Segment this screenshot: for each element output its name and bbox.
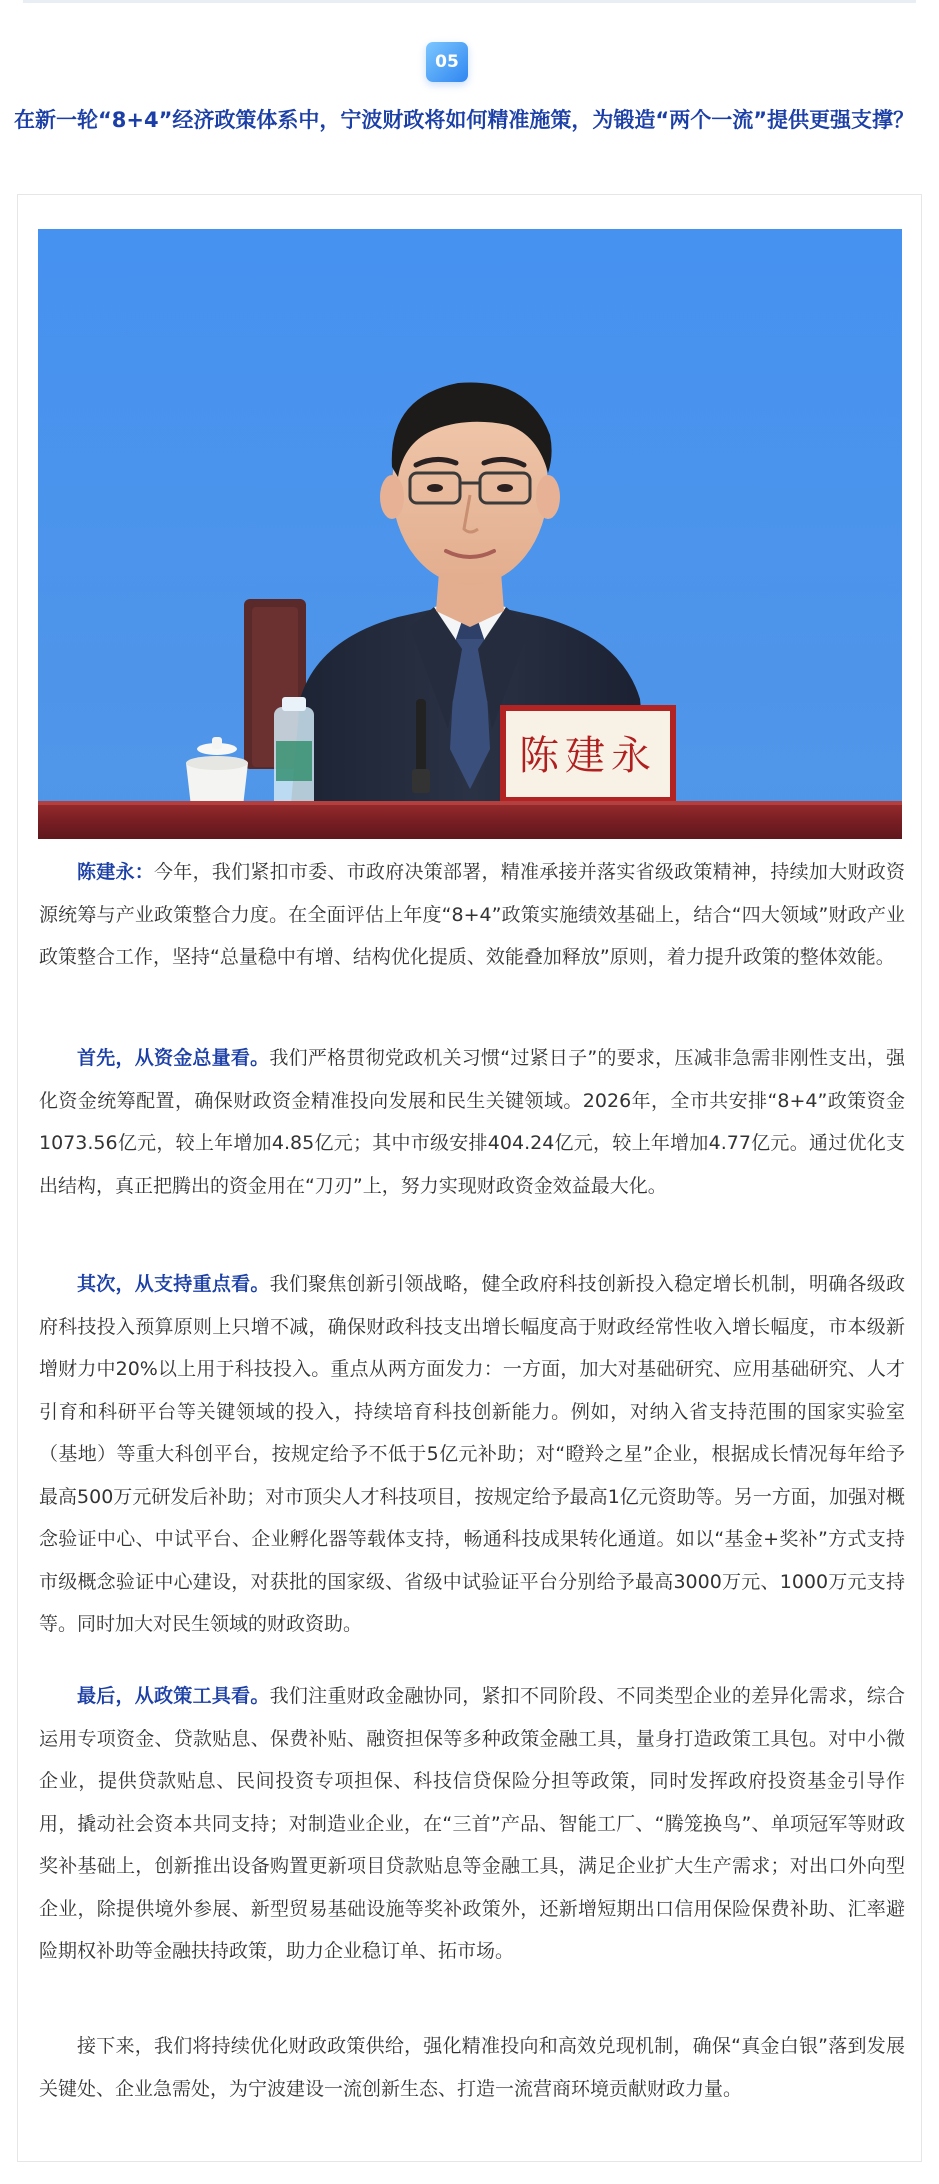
speaker-name: 陈建永：: [77, 861, 155, 883]
paragraph-conclusion: [39, 2025, 905, 2110]
portrait-photo: [38, 229, 902, 839]
paragraph-lead: 其次，从支持重点看。: [77, 1273, 270, 1295]
paragraph-text: 接下来，我们将持续优化财政政策供给，强化精准投向和高效兑现机制，确保“真金白银”落到发展关键处、企业急需处，为宁波建设一流创新生态、打造一流营商环境贡献财政力量。: [39, 2035, 905, 2100]
nameplate-text: 陈建永: [519, 733, 657, 779]
paragraph-text: 我们严格贯彻党政机关习惯“过紧日子”的要求，压减非急需非刚性支出，强化资金统筹配置，确保财政资金精准投向发展和民生关键领域。2026年，全市共安排“8+4”政策资金1073.56亿元，较上年增加4.85亿元；其中市级安排404.24亿元，较上年增加4.77亿元。通过优化支出结构，真正把腾出的资金用在“刀刃”上，努力实现财政资金效益最大化。: [39, 1047, 905, 1197]
paragraph-support: [39, 1263, 905, 1646]
paragraph-tools: [39, 1675, 905, 1973]
section-number-badge: 05: [426, 42, 468, 82]
paragraph-text: 今年，我们紧扣市委、市政府决策部署，精准承接并落实省级政策精神，持续加大财政资源统筹与产业政策整合力度。在全面评估上年度“8+4”政策实施绩效基础上，结合“四大领域”财政产业政策整合工作，坚持“总量稳中有增、结构优化提质、效能叠加释放”原则，着力提升政策的整体效能。: [39, 861, 905, 968]
paragraph-lead: 最后，从政策工具看。: [77, 1685, 270, 1707]
question-heading: 在新一轮“8+4”经济政策体系中，宁波财政将如何精准施策，为锻造“两个一流”提供更强支撑？: [14, 108, 915, 132]
paragraph-text: 我们聚焦创新引领战略，健全政府科技创新投入稳定增长机制，明确各级政府科技投入预算原则上只增不减，确保财政科技支出增长幅度高于财政经常性收入增长幅度，市本级新增财力中20%以上用于科技投入。重点从两方面发力：一方面，加大对基础研究、应用基础研究、人才引育和科研平台等关键领域的投入，持续培育科技创新能力。例如，对纳入省支持范围的国家实验室（基地）等重大科创平台，按规定给予不低于5亿元补助；对“瞪羚之星”企业，根据成长情况每年给予最高500万元研发后补助；对市顶尖人才科技项目，按规定给予最高1亿元资助等。另一方面，加强对概念验证中心、中试平台、企业孵化器等载体支持，畅通科技成果转化通道。如以“基金+奖补”方式支持市级概念验证中心建设，对获批的国家级、省级中试验证平台分别给予最高3000万元、1000万元支持等。同时加大对民生领域的财政资助。: [39, 1273, 905, 1635]
top-divider: [23, 0, 916, 3]
paragraph-lead: 首先，从资金总量看。: [77, 1047, 270, 1069]
paragraph-intro: [39, 851, 905, 979]
paragraph-funding: [39, 1037, 905, 1207]
paragraph-text: 我们注重财政金融协同，紧扣不同阶段、不同类型企业的差异化需求，综合运用专项资金、贷款贴息、保费补贴、融资担保等多种政策金融工具，量身打造政策工具包。对中小微企业，提供贷款贴息、民间投资专项担保、科技信贷保险分担等政策，同时发挥政府投资基金引导作用，撬动社会资本共同支持；对制造业企业，在“三首”产品、智能工厂、“腾笼换鸟”、单项冠军等财政奖补基础上，创新推出设备购置更新项目贷款贴息等金融工具，满足企业扩大生产需求；对出口外向型企业，除提供境外参展、新型贸易基础设施等奖补政策外，还新增短期出口信用保险保费补助、汇率避险期权补助等金融扶持政策，助力企业稳订单、拓市场。: [39, 1685, 905, 1962]
answer-card: [17, 194, 922, 2162]
